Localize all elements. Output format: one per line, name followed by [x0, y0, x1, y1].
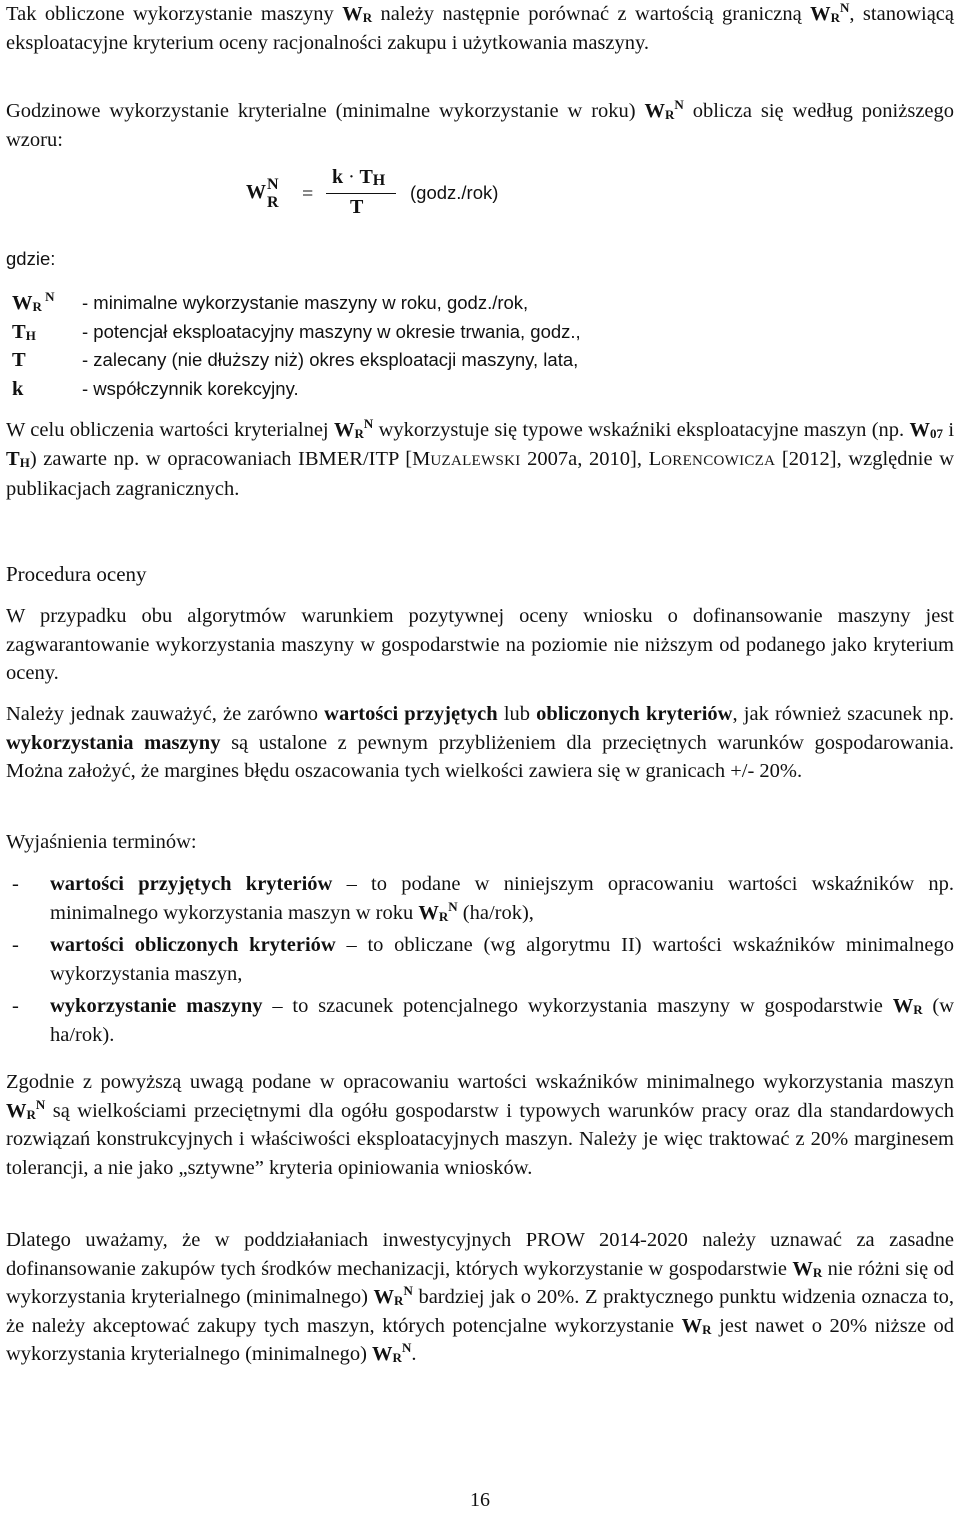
bullet-term: wartości obliczonych kryteriów	[50, 934, 336, 957]
symbol-wr: $W_R$	[892, 995, 923, 1018]
paragraph-conclusion	[6, 1226, 954, 1369]
definition-text: - współczynnik korekcyjny.	[82, 377, 299, 399]
accuracy-text: Należy jednak zauważyć, że zarówno	[6, 703, 318, 725]
symbol-wrn: $W_R^N$	[373, 1283, 413, 1309]
term-accepted-values: wartości przyjętych	[324, 703, 498, 725]
indicators-text-3: ) zawarte np. w opracowaniach IBMER/ITP [	[29, 447, 413, 470]
definition-symbol: k	[12, 377, 24, 400]
bullet-dash: -	[12, 934, 19, 957]
indicators-text-4: 2007a, 2010],	[527, 447, 642, 470]
conclusion-text-3: bardziej jak o 20%. Z praktycznego punktu widzenia oznacza to, że należy akceptować zakupy tych maszyn, których potencjalne wykorzystanie	[6, 1286, 955, 1337]
indicators-and: i	[948, 419, 955, 441]
conclusion-text-2: nie różni się od wykorzystania kryterialnego (minimalnego)	[6, 1257, 955, 1309]
bullet-term: wykorzystanie maszyny	[50, 995, 263, 1018]
formula-lhs: W N R	[246, 176, 279, 211]
term-calculated-criteria: obliczonych kryteriów	[536, 703, 733, 725]
paragraph-intro	[6, 0, 954, 57]
bullet-dash: -	[12, 995, 19, 1018]
indicators-text: W celu obliczenia wartości kryterialnej	[6, 419, 329, 441]
bullet-dash: -	[12, 873, 19, 895]
definition-text: - zalecany (nie dłuższy niż) okres eksploatacji maszyny, lata,	[82, 349, 579, 371]
criterion-text: Godzinowe wykorzystanie kryterialne (minimalne wykorzystanie w roku)	[6, 100, 636, 122]
symbol-wr: $W_R$	[681, 1314, 712, 1337]
list-item	[6, 870, 954, 927]
author-lorencowicza: LORENCOWICZA	[648, 447, 776, 470]
definition-symbol: $W_R$ $^N$	[12, 289, 55, 314]
symbol-th: $T_H$	[6, 447, 30, 470]
indicators-text-5: [2012], względnie w publikacjach zagranicznych.	[6, 447, 955, 501]
definition-symbol: T	[12, 349, 26, 372]
equals-sign: =	[302, 183, 314, 205]
term-machine-use: wykorzystania maszyny	[6, 731, 221, 754]
tolerance-text-2: są wielkościami przeciętnymi dla ogółu gospodarstw i typowych warunków pracy oraz dla standardowych rozwiązań konstrukcyjnych i właściwości eksploatacyjnych maszyn. Należy je więc traktować z 20% marginesem tolerancji, a nie jako „sztywne” kryteria opiniowania wniosków.	[6, 1099, 954, 1179]
terms-list	[6, 870, 954, 1050]
list-item	[6, 992, 954, 1049]
list-item	[6, 931, 954, 988]
tolerance-text: Zgodnie z powyższą uwagą podane w opracowaniu wartości wskaźników minimalnego wykorzystania maszyn	[6, 1071, 954, 1093]
conclusion-text-4: jest nawet o 20% niższe od wykorzystania kryterialnego (minimalnego)	[6, 1314, 955, 1366]
conclusion-text: Dlatego uważamy, że w poddziałaniach inwestycyjnych PROW 2014-2020 należy uznawać za zasadne dofinansowanie zakupów tych środków mechanizacji, których wykorzystanie w gospodarstwie	[6, 1229, 954, 1280]
bullet-tail: (w ha/rok).	[50, 995, 955, 1046]
gdzie-label: gdzie:	[6, 248, 56, 269]
paragraph-indicators	[6, 416, 954, 504]
bullet-text: – to podane w niniejszym opracowaniu wartości wskaźników np. minimalnego wykorzystania maszyn w roku	[50, 873, 954, 924]
definition-symbol: $T_H$	[12, 320, 36, 343]
bullet-text: – to szacunek potencjalnego wykorzystania maszyny w gospodarstwie	[272, 995, 883, 1018]
symbol-wrn: $W_R^N$	[810, 0, 850, 25]
definition-text: - minimalne wykorzystanie maszyny w roku, godz./rok,	[82, 292, 529, 313]
formula-denominator: T	[350, 196, 364, 218]
bullet-text: – to obliczane (wg algorytmu II) wartości wskaźników minimalnego wykorzystania maszyn,	[50, 934, 955, 985]
formula-numerator: $k \cdot T_H$	[332, 166, 386, 189]
bullet-tail: (ha/rok),	[462, 901, 534, 924]
accuracy-text-3: są ustalone z pewnym przybliżeniem dla przeciętnych warunków gospodarowania. Można założyć, że margines błędu oszacowania tych wielkości zawiera się w granicach +/- 20%.	[6, 731, 955, 783]
intro-text-2: należy następnie porównać z wartością graniczną	[380, 3, 802, 25]
symbol-wrn: $W_R^N$	[418, 898, 458, 924]
paragraph-accuracy	[6, 700, 954, 786]
accuracy-text-2: , jak również szacunek np.	[732, 703, 955, 725]
paragraph-tolerance	[6, 1068, 954, 1182]
bullet-term: wartości przyjętych kryteriów	[50, 873, 333, 895]
intro-text-3: , stanowiącą eksploatacyjne kryterium oceny racjonalności zakupu i użytkowania maszyny.	[6, 3, 955, 54]
accuracy-or: lub	[503, 703, 531, 725]
page-number: 16	[470, 1489, 490, 1511]
symbol-wr: $W_R$	[792, 1257, 823, 1280]
symbol-w07: $W_{07}$	[909, 419, 943, 441]
formula-unit: (godz./rok)	[410, 182, 499, 203]
symbol-wr: $W_R$	[342, 3, 373, 25]
symbol-wrn: $W_R^N$	[6, 1096, 46, 1122]
symbol-wrn: $W_R^N$	[333, 416, 374, 441]
intro-text: Tak obliczone wykorzystanie maszyny	[6, 3, 334, 25]
author-muzalewski: MUZALEWSKI	[412, 447, 521, 470]
terms-heading: Wyjaśnienia terminów:	[6, 831, 197, 853]
symbol-wrn: $W_R^N$	[372, 1340, 412, 1366]
criterion-text-2: oblicza się według poniższego wzoru:	[6, 100, 955, 151]
section-heading: Procedura oceny	[6, 562, 147, 586]
definition-text: - potencjał eksploatacyjny maszyny w okresie trwania, godz.,	[82, 320, 581, 342]
symbol-wrn: $W_R^N$	[644, 97, 684, 122]
indicators-text-2: wykorzystuje się typowe wskaźniki eksploatacyjne maszyn (np.	[378, 419, 905, 441]
paragraph-procedure: W przypadku obu algorytmów warunkiem pozytywnej oceny wniosku o dofinansowanie maszyny jest zagwarantowanie wykorzystania maszyny w gospodarstwie na poziomie nie niższym od podanego jako kryterium oceny.	[6, 605, 954, 685]
paragraph-criterion	[6, 97, 954, 154]
conclusion-end: .	[411, 1343, 417, 1366]
